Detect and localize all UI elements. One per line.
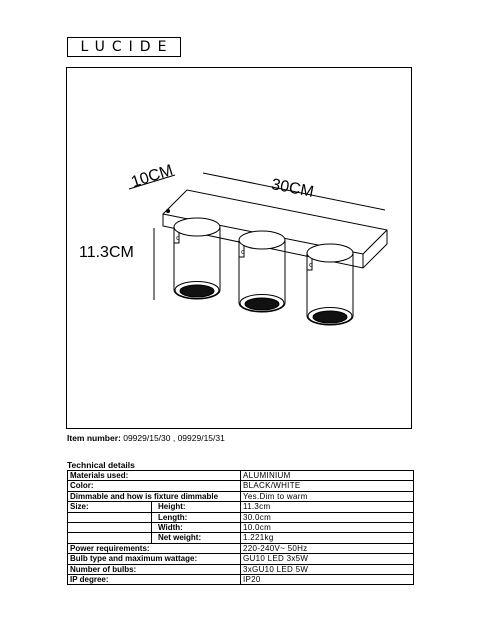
- spec-row: [68, 533, 414, 543]
- svg-text:c: c: [241, 248, 245, 256]
- spec-value: IP20: [241, 575, 414, 585]
- spec-label: IP degree:: [68, 575, 241, 585]
- spec-row: [68, 575, 414, 585]
- spec-label: Dimmable and how is fixture dimmable: [68, 491, 241, 501]
- spec-label: [68, 523, 152, 533]
- spot-cylinder-3: [307, 244, 353, 325]
- height-label: 11.3CM: [79, 244, 134, 261]
- spec-sublabel: Length:: [152, 512, 241, 522]
- depth-label: 10CM: [129, 161, 176, 192]
- spec-value: BLACK/WHITE: [241, 481, 414, 491]
- spec-value: 11.3cm: [241, 502, 414, 512]
- spec-value: 3xGU10 LED 5W: [241, 564, 414, 574]
- spec-value: 1.221kg: [241, 533, 414, 543]
- spec-row: [68, 512, 414, 522]
- item-number: [67, 433, 225, 443]
- item-number-value: 09929/15/30 , 09929/15/31: [123, 433, 225, 443]
- spec-value: ALUMINIUM: [241, 471, 414, 481]
- spec-row: [68, 523, 414, 533]
- spec-row: [68, 564, 414, 574]
- spot-cylinder-1: [174, 218, 220, 299]
- spec-row: [68, 471, 414, 481]
- spec-label: Materials used:: [68, 471, 241, 481]
- lucide-logo: LUCIDE: [67, 37, 181, 57]
- technical-details-title: Technical details: [67, 460, 135, 470]
- spec-sublabel: Net weight:: [152, 533, 241, 543]
- spec-value: 10.0cm: [241, 523, 414, 533]
- spec-sublabel: Width:: [152, 523, 241, 533]
- spec-value: 30.0cm: [241, 512, 414, 522]
- spec-value: Yes.Dim to warm: [241, 491, 414, 501]
- product-diagram-frame: [66, 67, 412, 429]
- item-number-label: Item number:: [67, 433, 121, 443]
- width-label: 30CM: [269, 176, 316, 201]
- svg-text:c: c: [176, 234, 180, 242]
- svg-text:c: c: [309, 261, 313, 269]
- spec-label: Power requirements:: [68, 543, 241, 553]
- spec-label: [68, 512, 152, 522]
- spec-row: [68, 554, 414, 564]
- spec-label: Size:: [68, 502, 152, 512]
- spec-row: [68, 481, 414, 491]
- spec-row: [68, 543, 414, 553]
- spec-label: Color:: [68, 481, 241, 491]
- spec-value: GU10 LED 3x5W: [241, 554, 414, 564]
- spec-label: [68, 533, 152, 543]
- spec-row: [68, 491, 414, 501]
- spec-value: 220-240V~ 50Hz: [241, 543, 414, 553]
- spec-sublabel: Height:: [152, 502, 241, 512]
- technical-details-table: [67, 470, 414, 585]
- spot-cylinder-2: [239, 231, 285, 312]
- spec-row: [68, 502, 414, 512]
- spec-label: Bulb type and maximum wattage:: [68, 554, 241, 564]
- spec-label: Number of bulbs:: [68, 564, 241, 574]
